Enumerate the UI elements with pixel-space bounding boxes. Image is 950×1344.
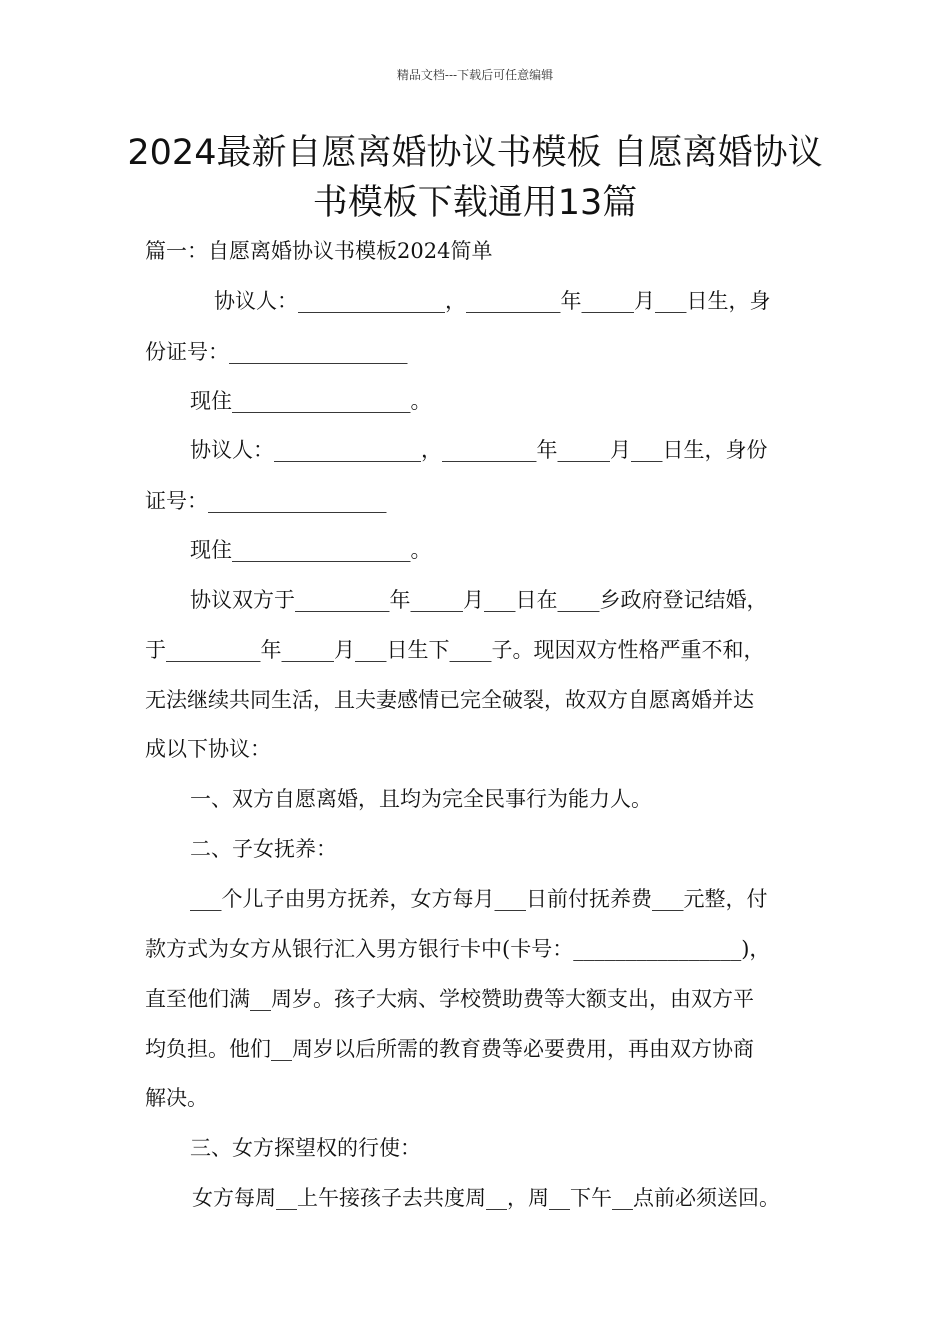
paragraph-line: 协议人：______________，_________年_____月___日生，身份 xyxy=(190,438,768,462)
paragraph-line: 证号：_________________ xyxy=(145,489,387,513)
paragraph-line: 一、双方自愿离婚，且均为完全民事行为能力人。 xyxy=(190,787,652,811)
paragraph-line: 解决。 xyxy=(145,1086,208,1110)
paragraph-line: 成以下协议： xyxy=(145,737,271,761)
section-heading: 篇一：自愿离婚协议书模板2024简单 xyxy=(145,239,493,263)
paragraph-line: 现住_________________。 xyxy=(190,389,432,413)
paragraph-line: 协议人：______________，_________年_____月___日生，身 xyxy=(214,289,771,313)
paragraph-line: 于_________年_____月___日生下____子。现因双方性格严重不和， xyxy=(145,638,765,662)
paragraph-line: 款方式为女方从银行汇入男方银行卡中(卡号：________________)， xyxy=(145,937,771,961)
paragraph-line: 女方每周__上午接孩子去共度周__，周__下午__点前必须送回。 xyxy=(192,1186,780,1210)
paragraph-line: 二、子女抚养： xyxy=(190,837,337,861)
paragraph-line: 现住_________________。 xyxy=(190,538,432,562)
paragraph-line: 均负担。他们__周岁以后所需的教育费等必要费用，再由双方协商 xyxy=(145,1037,754,1061)
paragraph-line: 份证号：_________________ xyxy=(145,340,408,364)
document-title: 2024最新自愿离婚协议书模板 自愿离婚协议书模板下载通用13篇 xyxy=(127,133,823,223)
paragraph-line: 协议双方于_________年_____月___日在____乡政府登记结婚， xyxy=(190,588,768,612)
paragraph-line: 无法继续共同生活，且夫妻感情已完全破裂，故双方自愿离婚并达 xyxy=(145,688,754,712)
page-header: 精品文档---下载后可任意编辑 xyxy=(396,68,554,82)
paragraph-line: ___个儿子由男方抚养，女方每月___日前付抚养费___元整，付 xyxy=(190,887,768,911)
paragraph-line: 直至他们满__周岁。孩子大病、学校赞助费等大额支出，由双方平 xyxy=(145,987,754,1011)
paragraph-line: 三、女方探望权的行使： xyxy=(190,1136,421,1160)
